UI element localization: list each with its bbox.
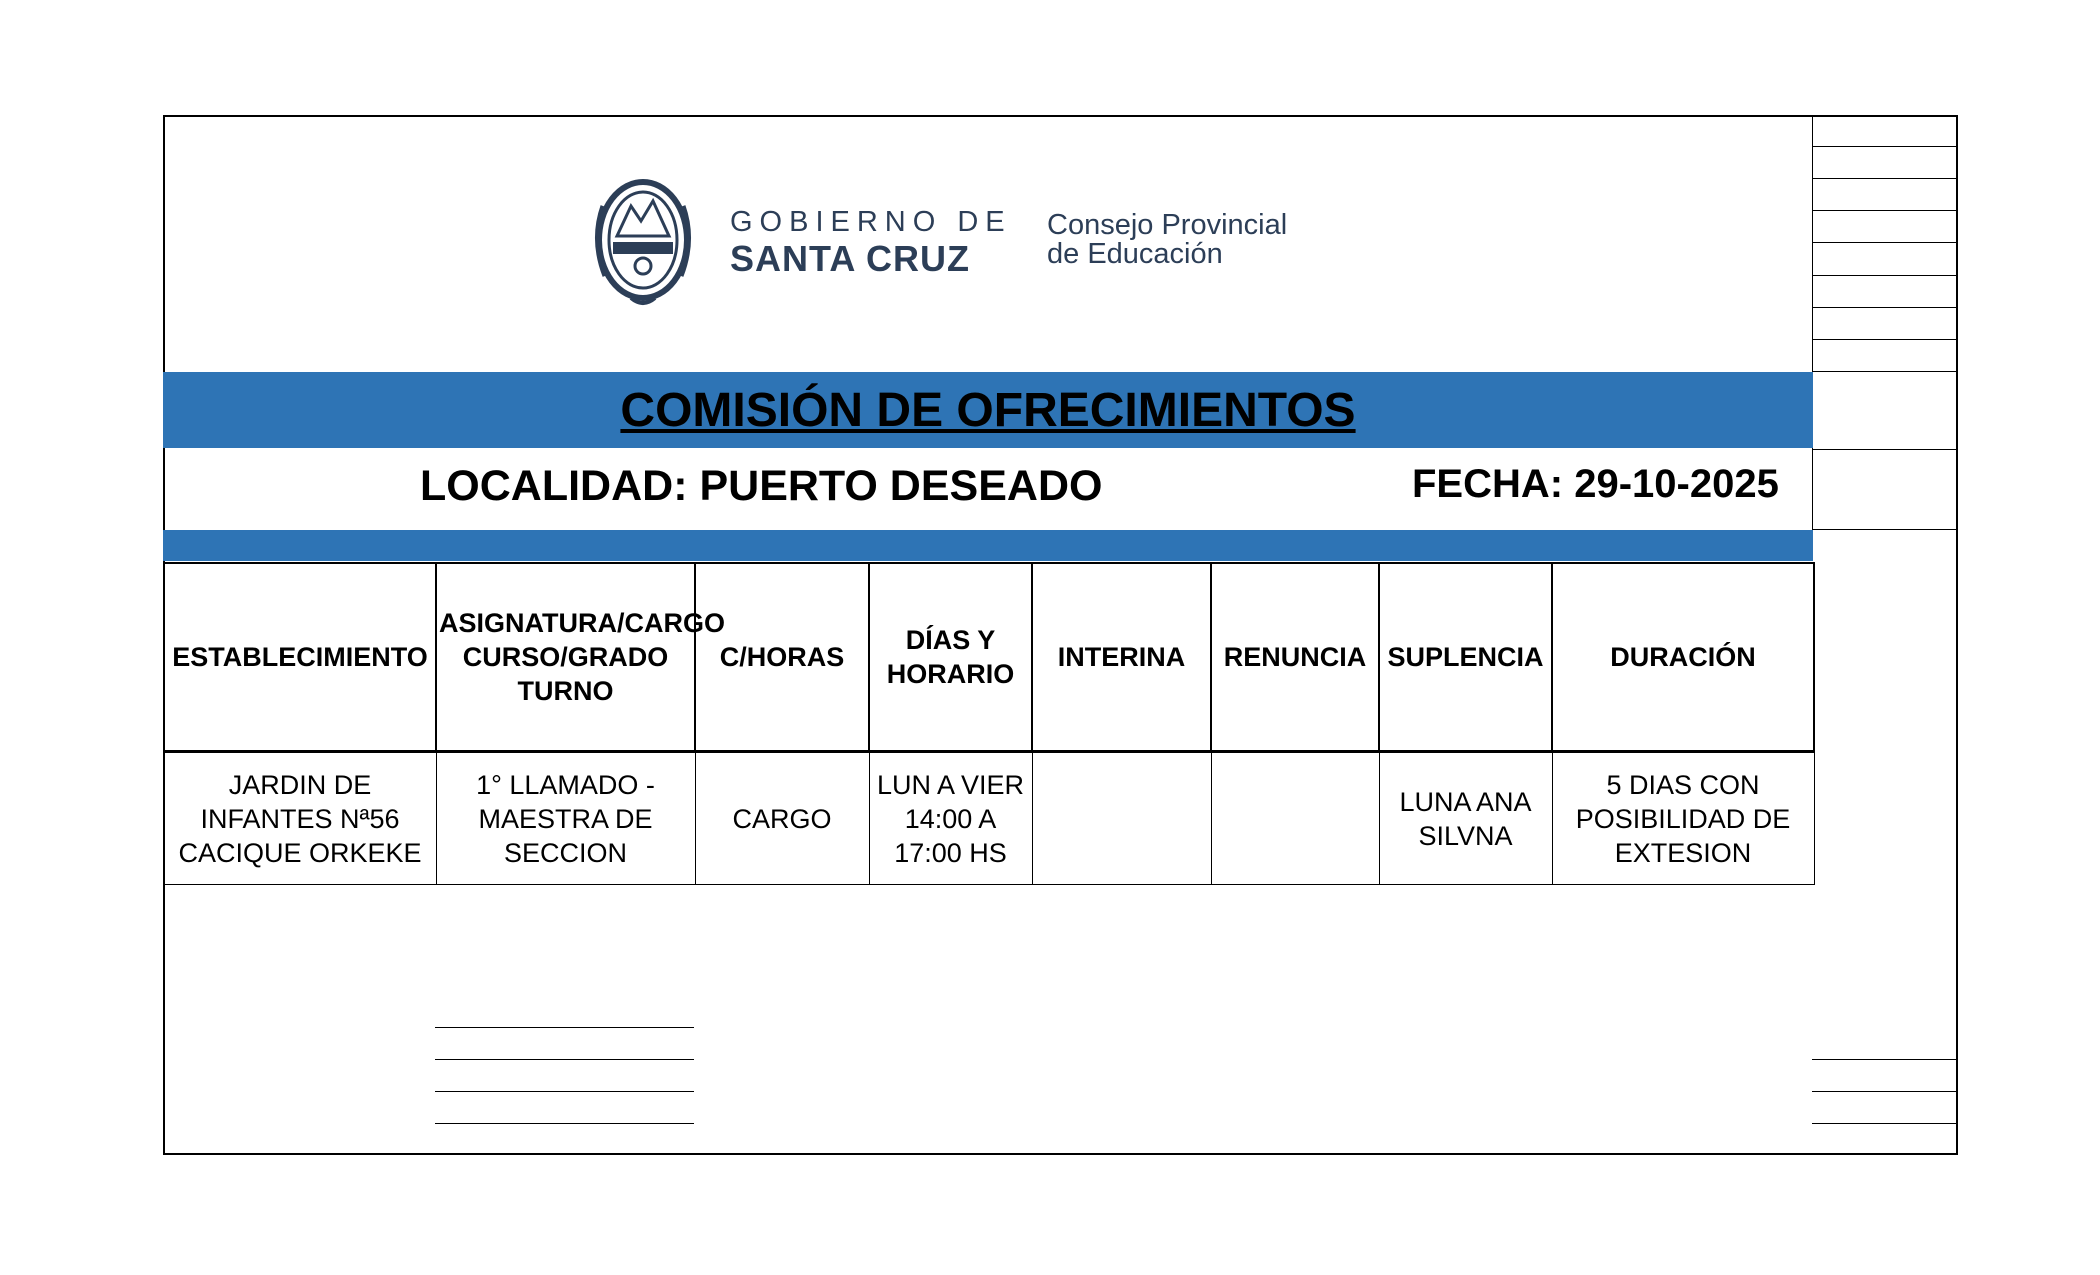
right-rule: [1812, 529, 1957, 530]
column-header-interina: INTERINA: [1032, 563, 1211, 752]
bottom-rule: [435, 1091, 694, 1092]
logo-line-2: SANTA CRUZ: [730, 238, 970, 279]
localidad-label: LOCALIDAD: PUERTO DESEADO: [420, 462, 1103, 510]
org-name-line-1: Consejo Provincial: [1047, 209, 1288, 241]
cell-establecimiento: JARDIN DE INFANTES Nª56 CACIQUE ORKEKE: [164, 752, 436, 885]
bottom-right-rule: [1812, 1123, 1957, 1124]
cell-duracion: 5 DIAS CON POSIBILIDAD DE EXTESION: [1552, 752, 1814, 885]
column-header-suplencia: SUPLENCIA: [1379, 563, 1552, 752]
right-rule: [1812, 371, 1957, 372]
org-name-line-2: de Educación: [1047, 238, 1223, 270]
bottom-right-rule: [1812, 1059, 1957, 1060]
cell-interina: [1032, 752, 1211, 885]
bottom-right-rule: [1812, 1091, 1957, 1092]
column-header-asignatura: ASIGNATURA/CARGO CURSO/GRADO TURNO: [436, 563, 695, 752]
column-header-renuncia: RENUNCIA: [1211, 563, 1379, 752]
table-row: [164, 752, 1814, 885]
logo-line-1: GOBIERNO DE: [730, 206, 1012, 238]
right-rule: [1812, 275, 1957, 276]
right-rule: [1812, 210, 1957, 211]
column-header-dias-horario: DÍAS Y HORARIO: [869, 563, 1032, 752]
bottom-rule: [435, 1059, 694, 1060]
right-rule: [1812, 242, 1957, 243]
santa-cruz-coat-of-arms-icon: [583, 166, 703, 316]
right-rule: [1812, 307, 1957, 308]
column-header-duracion: DURACIÓN: [1552, 563, 1814, 752]
cell-asignatura: 1° LLAMADO - MAESTRA DE SECCION: [436, 752, 695, 885]
bottom-rule: [435, 1027, 694, 1028]
bottom-rule: [435, 1123, 694, 1124]
right-rule: [1812, 449, 1957, 450]
cell-dias-horario: LUN A VIER 14:00 A 17:00 HS: [869, 752, 1032, 885]
column-header-c-horas: C/HORAS: [695, 563, 869, 752]
cell-c-horas: CARGO: [695, 752, 869, 885]
fecha-label: FECHA: 29-10-2025: [1412, 462, 1779, 506]
right-rule: [1812, 146, 1957, 147]
page-title: COMISIÓN DE OFRECIMIENTOS: [620, 383, 1356, 437]
table-header-row: [164, 563, 1814, 752]
column-header-establecimiento: ESTABLECIMIENTO: [164, 563, 436, 752]
separator-band: [163, 530, 1813, 561]
cell-renuncia: [1211, 752, 1379, 885]
right-rule: [1812, 178, 1957, 179]
offers-table: [163, 562, 1815, 885]
cell-suplencia: LUNA ANA SILVNA: [1379, 752, 1552, 885]
right-rule: [1812, 339, 1957, 340]
